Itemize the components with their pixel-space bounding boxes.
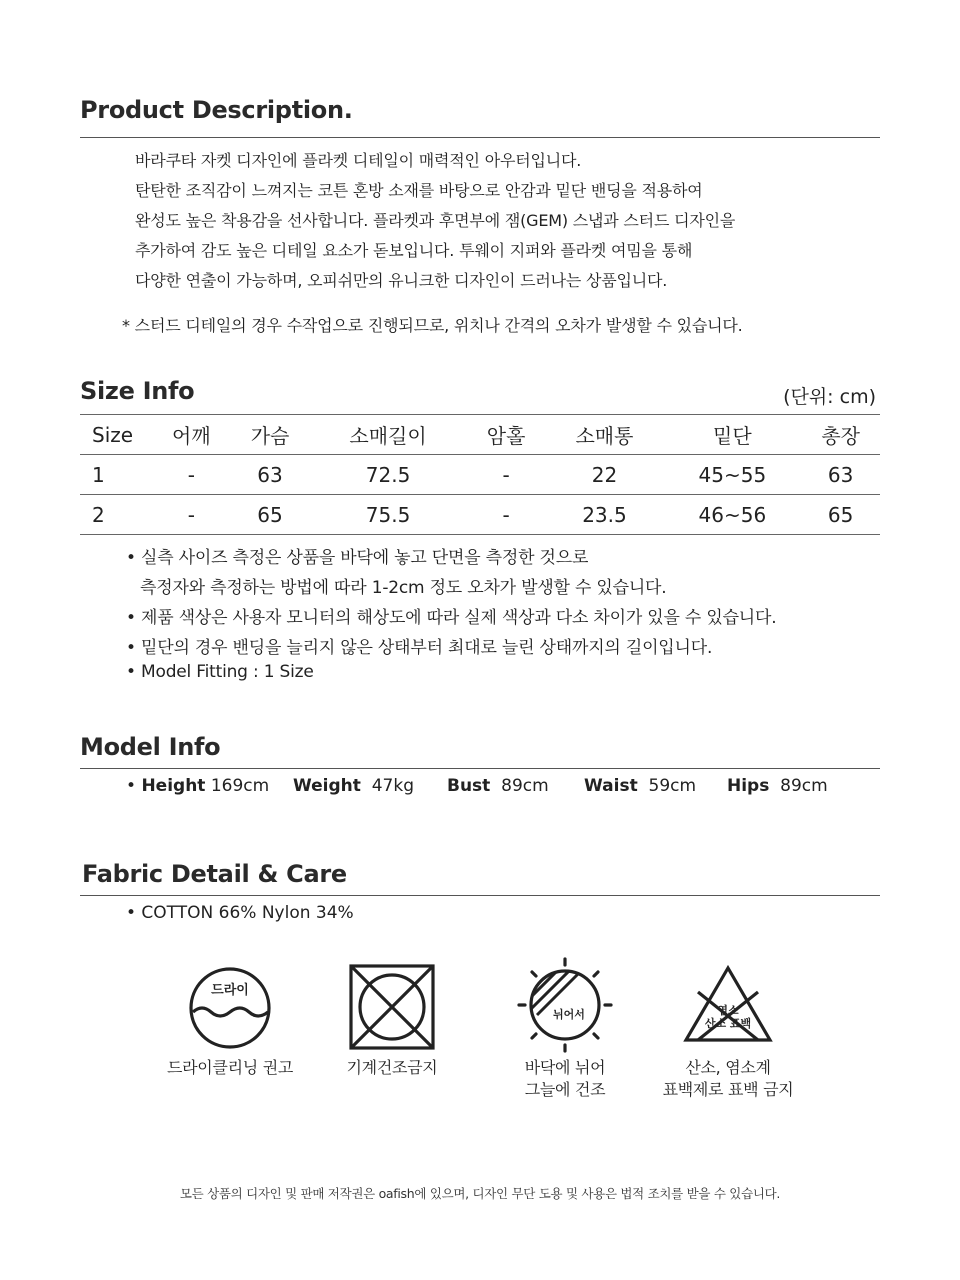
header-chest: 가슴 — [231, 415, 310, 455]
size-note: • 제품 색상은 사용자 모니터의 해상도에 따라 실제 색상과 다소 차이가 있을 수 있습니다. — [126, 608, 777, 628]
header-total-length: 총장 — [801, 415, 880, 455]
dry-clean-icon-label: 드라이 — [211, 983, 249, 998]
section-divider — [80, 768, 880, 769]
table-cell: 23.5 — [545, 495, 663, 535]
model-waist-label: Waist — [584, 776, 638, 796]
table-cell: 63 — [231, 455, 310, 495]
model-weight-value: 47kg — [371, 776, 414, 796]
bullet: • — [126, 776, 137, 796]
table-cell: - — [467, 495, 546, 535]
table-row — [80, 495, 880, 535]
header-sleeve-width: 소매통 — [545, 415, 663, 455]
header-armhole: 암홀 — [467, 415, 546, 455]
section-divider — [80, 137, 880, 138]
table-cell: - — [467, 455, 546, 495]
copyright-footer: 모든 상품의 디자인 및 판매 저작권은 oafish에 있으며, 디자인 무단 도용 및 사용은 법적 조치를 받을 수 있습니다. — [179, 1186, 781, 1201]
caption-line: 표백제로 표백 금지 — [662, 1080, 794, 1099]
dry-flat-icon-label: 뉘어서 — [553, 1008, 585, 1021]
model-hips-value: 89cm — [780, 776, 828, 796]
table-cell: 45~55 — [663, 455, 801, 495]
table-cell: 65 — [231, 495, 310, 535]
model-bust — [447, 776, 549, 796]
size-unit-label: (단위: cm) — [783, 386, 876, 408]
size-note: 측정자와 측정하는 방법에 따라 1-2cm 정도 오차가 발생할 수 있습니다. — [140, 578, 667, 598]
table-cell: - — [152, 495, 231, 535]
dry-flat-caption — [485, 1057, 645, 1101]
size-info-title: Size Info — [80, 377, 195, 405]
size-note: • 실측 사이즈 측정은 상품을 바닥에 놓고 단면을 측정한 것으로 — [126, 548, 589, 568]
model-waist-value: 59cm — [648, 776, 697, 796]
table-cell: 75.5 — [309, 495, 466, 535]
dry-flat-shade-icon — [515, 955, 615, 1055]
table-cell: 72.5 — [309, 455, 466, 495]
caption-line: 바닥에 뉘어 — [524, 1058, 606, 1077]
table-cell: 1 — [80, 455, 152, 495]
model-info-title: Model Info — [80, 733, 221, 761]
model-bust-label: Bust — [447, 776, 491, 796]
table-cell: 65 — [801, 495, 880, 535]
model-height-label: Height — [141, 776, 206, 796]
size-table-header — [80, 415, 880, 455]
description-line: 바라쿠타 자켓 디자인에 플라켓 디테일이 매력적인 아우터입니다. — [135, 151, 582, 170]
model-hips-label: Hips — [727, 776, 770, 796]
description-line: 추가하여 감도 높은 디테일 요소가 돋보입니다. 투웨이 지퍼와 플라켓 여밈을 통해 — [135, 241, 693, 260]
product-description-title: Product Description. — [80, 96, 353, 124]
header-sleeve-length: 소매길이 — [309, 415, 466, 455]
no-bleach-caption — [643, 1057, 813, 1101]
description-line: 완성도 높은 착용감을 선사합니다. 플라켓과 후면부에 잼(GEM) 스냅과 스터드 디자인을 — [135, 211, 736, 230]
caption-line: 드라이클리닝 권고 — [166, 1058, 294, 1077]
no-bleach-icon-label: 염소 — [717, 1004, 739, 1017]
caption-line: 그늘에 건조 — [524, 1080, 606, 1099]
model-height — [126, 776, 269, 796]
fabric-care-title: Fabric Detail & Care — [82, 860, 347, 888]
dry-clean-icon — [180, 958, 280, 1058]
dry-clean-caption — [150, 1057, 310, 1079]
header-size: Size — [80, 415, 152, 455]
table-cell: - — [152, 455, 231, 495]
model-weight-label: Weight — [293, 776, 361, 796]
model-fitting-note: • Model Fitting : 1 Size — [126, 662, 314, 682]
table-cell: 63 — [801, 455, 880, 495]
model-weight — [293, 776, 414, 796]
stud-detail-note: * 스터드 디테일의 경우 수작업으로 진행되므로, 위치나 간격의 오차가 발생할 수 있습니다. — [122, 316, 743, 335]
header-shoulder: 어깨 — [152, 415, 231, 455]
description-line: 탄탄한 조직감이 느껴지는 코튼 혼방 소재를 바탕으로 안감과 밑단 밴딩을 적용하여 — [135, 181, 703, 200]
no-bleach-icon — [678, 962, 778, 1046]
model-waist — [584, 776, 696, 796]
table-cell: 2 — [80, 495, 152, 535]
model-bust-value: 89cm — [501, 776, 549, 796]
no-bleach-icon-label: 산소 표백 — [704, 1017, 752, 1030]
caption-line: 산소, 염소계 — [685, 1058, 771, 1077]
table-row — [80, 455, 880, 495]
section-divider — [80, 895, 880, 896]
caption-line: 기계건조금지 — [346, 1058, 438, 1077]
size-note: • 밑단의 경우 밴딩을 늘리지 않은 상태부터 최대로 늘린 상태까지의 길이입니다. — [126, 638, 713, 658]
model-height-value: 169cm — [210, 776, 270, 796]
model-hips — [727, 776, 828, 796]
header-hem: 밑단 — [663, 415, 801, 455]
no-tumble-dry-icon — [347, 962, 437, 1052]
size-table — [80, 414, 880, 535]
no-tumble-dry-caption — [312, 1057, 472, 1079]
fabric-composition: • COTTON 66% Nylon 34% — [126, 903, 354, 923]
description-line: 다양한 연출이 가능하며, 오피쉬만의 유니크한 디자인이 드러나는 상품입니다. — [135, 271, 668, 290]
table-cell: 22 — [545, 455, 663, 495]
table-cell: 46~56 — [663, 495, 801, 535]
